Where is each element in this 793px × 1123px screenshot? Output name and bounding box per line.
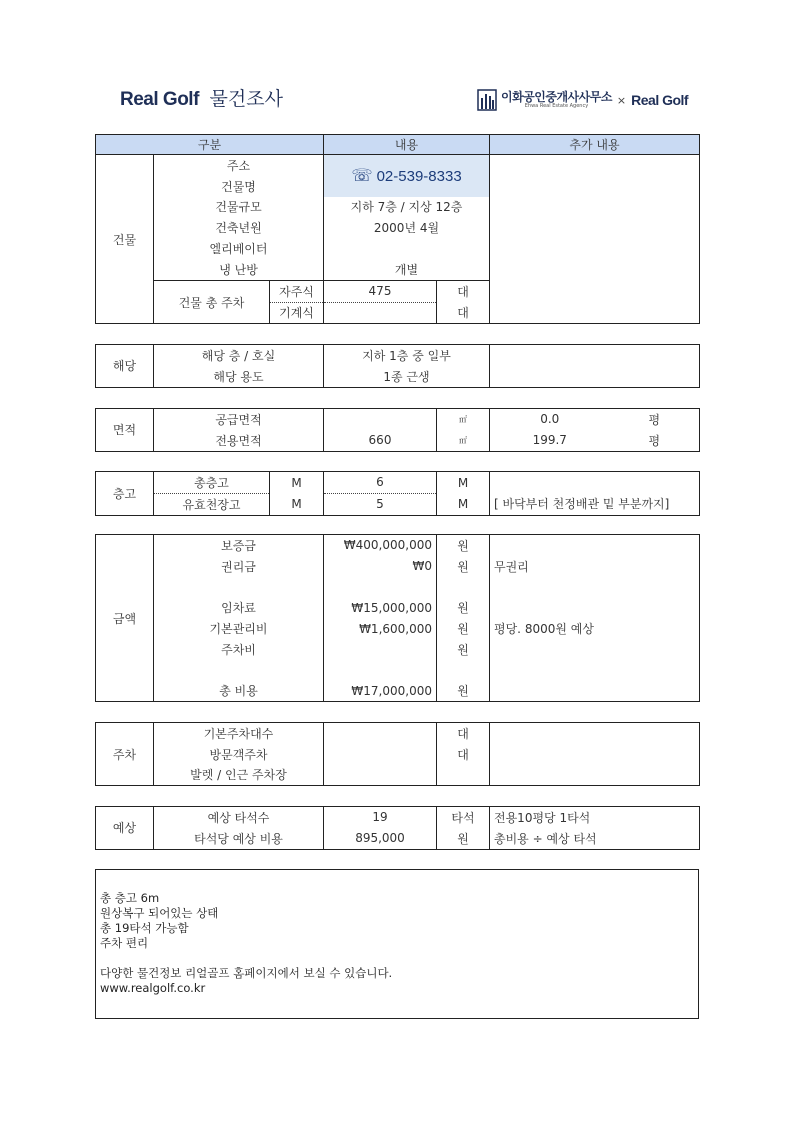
- section-forecast: 예상: [96, 807, 154, 850]
- value-parking-fee: [324, 639, 437, 660]
- label-seats: 예상 타석수: [154, 807, 324, 828]
- title-brand: Real Golf: [120, 89, 199, 110]
- note-line-4: 주차 편리: [100, 936, 149, 950]
- section-unit: 해당: [96, 345, 154, 388]
- per-seat-note: 총비용 ÷ 예상 타석: [490, 828, 700, 849]
- logo-times: ×: [616, 93, 627, 107]
- unit-visitor-parking: 대: [437, 744, 490, 765]
- label-use: 해당 용도: [154, 366, 324, 387]
- value-built: 2000년 4월: [324, 217, 490, 238]
- cost-table: [95, 534, 700, 702]
- building-logo-icon: [477, 89, 497, 111]
- label-base-parking: 기본주차대수: [154, 723, 324, 744]
- label-per-seat: 타석당 예상 비용: [154, 828, 324, 849]
- value-premium: ₩0: [324, 556, 437, 577]
- value-deposit: ₩400,000,000: [324, 535, 437, 556]
- label-parking-total: 건물 총 주차: [154, 280, 270, 324]
- unit-rent: 원: [437, 597, 490, 618]
- agency-logo: [477, 88, 688, 112]
- website-link[interactable]: www.realgolf.co.kr: [100, 981, 206, 995]
- notes-box: [95, 869, 699, 1019]
- deposit-extra: [490, 535, 700, 556]
- note-line-1: 총 층고 6m: [100, 891, 160, 905]
- value-supply-py: 0.0: [490, 409, 610, 430]
- unit-extra: [490, 345, 700, 388]
- header-content: 내용: [324, 135, 490, 155]
- unit-premium: 원: [437, 556, 490, 577]
- unit-base-parking: 대: [437, 723, 490, 744]
- unit-table: [95, 344, 700, 388]
- unit-ceiling-a: M: [270, 493, 324, 515]
- forecast-table: [95, 806, 700, 850]
- value-visitor-parking: [324, 744, 437, 765]
- value-exclusive: 660: [324, 430, 437, 451]
- unit-deposit: 원: [437, 535, 490, 556]
- unit-supply: ㎡: [437, 409, 490, 430]
- phone-cell: [324, 155, 490, 197]
- value-mech-parking: [324, 302, 437, 324]
- section-building: 건물: [96, 155, 154, 324]
- label-ceiling-height: 유효천장고: [154, 493, 270, 515]
- unit-parking-fee: 원: [437, 639, 490, 660]
- unit-ceiling-b: M: [437, 493, 490, 515]
- value-total-height: 6: [324, 472, 437, 494]
- unit-total-height-a: M: [270, 472, 324, 494]
- page-title: [120, 84, 283, 111]
- section-height: 층고: [96, 472, 154, 516]
- label-address: 주소: [154, 155, 324, 176]
- label-elevator: 엘리베이터: [154, 238, 324, 259]
- value-seats: 19: [324, 807, 437, 828]
- unit-mech-parking: 대: [437, 302, 490, 324]
- label-self-parking: 자주식: [270, 280, 324, 302]
- label-scale: 건물규모: [154, 197, 324, 218]
- label-total-cost: 총 비용: [154, 681, 324, 702]
- unit-total-cost: 원: [437, 681, 490, 702]
- label-exclusive: 전용면적: [154, 430, 324, 451]
- label-hvac: 냉 난방: [154, 259, 324, 280]
- label-supply: 공급면적: [154, 409, 324, 430]
- label-building-name: 건물명: [154, 176, 324, 197]
- section-area: 면적: [96, 409, 154, 452]
- ceiling-note: [ 바닥부터 천정배관 밑 부분까지]: [490, 493, 700, 515]
- header-extra: 추가 내용: [490, 135, 700, 155]
- label-mech-parking: 기계식: [270, 302, 324, 324]
- label-premium: 권리금: [154, 556, 324, 577]
- label-built: 건축년원: [154, 217, 324, 238]
- value-mgmt: ₩1,600,000: [324, 618, 437, 639]
- mgmt-note: 평당. 8000원 예상: [490, 618, 700, 639]
- value-rent: ₩15,000,000: [324, 597, 437, 618]
- unit-seats: 타석: [437, 807, 490, 828]
- value-base-parking: [324, 723, 437, 744]
- section-parking: 주차: [96, 723, 154, 786]
- label-floor: 해당 층 / 호실: [154, 345, 324, 366]
- unit-exclusive: ㎡: [437, 430, 490, 451]
- label-mgmt: 기본관리비: [154, 618, 324, 639]
- building-extra: [490, 155, 700, 324]
- value-supply: [324, 409, 437, 430]
- area-table: [95, 408, 700, 452]
- value-ceiling-height: 5: [324, 493, 437, 515]
- value-scale: 지하 7층 / 지상 12층: [324, 197, 490, 218]
- premium-note: 무권리: [490, 556, 700, 577]
- value-floor: 지하 1층 중 일부: [324, 345, 490, 366]
- unit-self-parking: 대: [437, 280, 490, 302]
- note-line-5: 다양한 물건정보 리얼골프 홈페이지에서 보실 수 있습니다.: [100, 966, 393, 980]
- parking-table: [95, 722, 700, 786]
- label-total-height: 총층고: [154, 472, 270, 494]
- telephone-icon: ☏: [351, 165, 373, 185]
- logo-agency-name: 이화공인중개사사무소: [501, 90, 612, 104]
- title-korean: 물건조사: [209, 88, 283, 110]
- header-category: 구분: [96, 135, 324, 155]
- unit-per-seat: 원: [437, 828, 490, 849]
- building-table: [95, 134, 700, 324]
- value-elevator: [324, 238, 490, 259]
- label-deposit: 보증금: [154, 535, 324, 556]
- value-total-cost: ₩17,000,000: [324, 681, 437, 702]
- height-table: [95, 471, 700, 516]
- height-extra: [490, 472, 700, 494]
- unit-exclusive-py: 평: [610, 430, 700, 451]
- unit-supply-py: 평: [610, 409, 700, 430]
- value-exclusive-py: 199.7: [490, 430, 610, 451]
- value-self-parking: 475: [324, 280, 437, 302]
- label-rent: 임차료: [154, 597, 324, 618]
- parking-extra: [490, 723, 700, 786]
- unit-mgmt: 원: [437, 618, 490, 639]
- unit-total-height-b: M: [437, 472, 490, 494]
- label-visitor-parking: 방문객주차: [154, 744, 324, 765]
- phone-number: 02-539-8333: [376, 167, 462, 185]
- logo-agency-english: Ehwa Real Estate Agency: [524, 103, 589, 109]
- value-per-seat: 895,000: [324, 828, 437, 849]
- label-valet: 발렛 / 인근 주차장: [154, 765, 324, 786]
- note-line-3: 총 19타석 가능함: [100, 921, 189, 935]
- logo-brand: Real Golf: [631, 92, 689, 108]
- section-cost: 금액: [96, 535, 154, 702]
- value-use: 1종 근생: [324, 366, 490, 387]
- note-line-2: 원상복구 되어있는 상태: [100, 906, 219, 920]
- seats-note: 전용10평당 1타석: [490, 807, 700, 828]
- label-parking-fee: 주차비: [154, 639, 324, 660]
- value-hvac: 개별: [324, 259, 490, 280]
